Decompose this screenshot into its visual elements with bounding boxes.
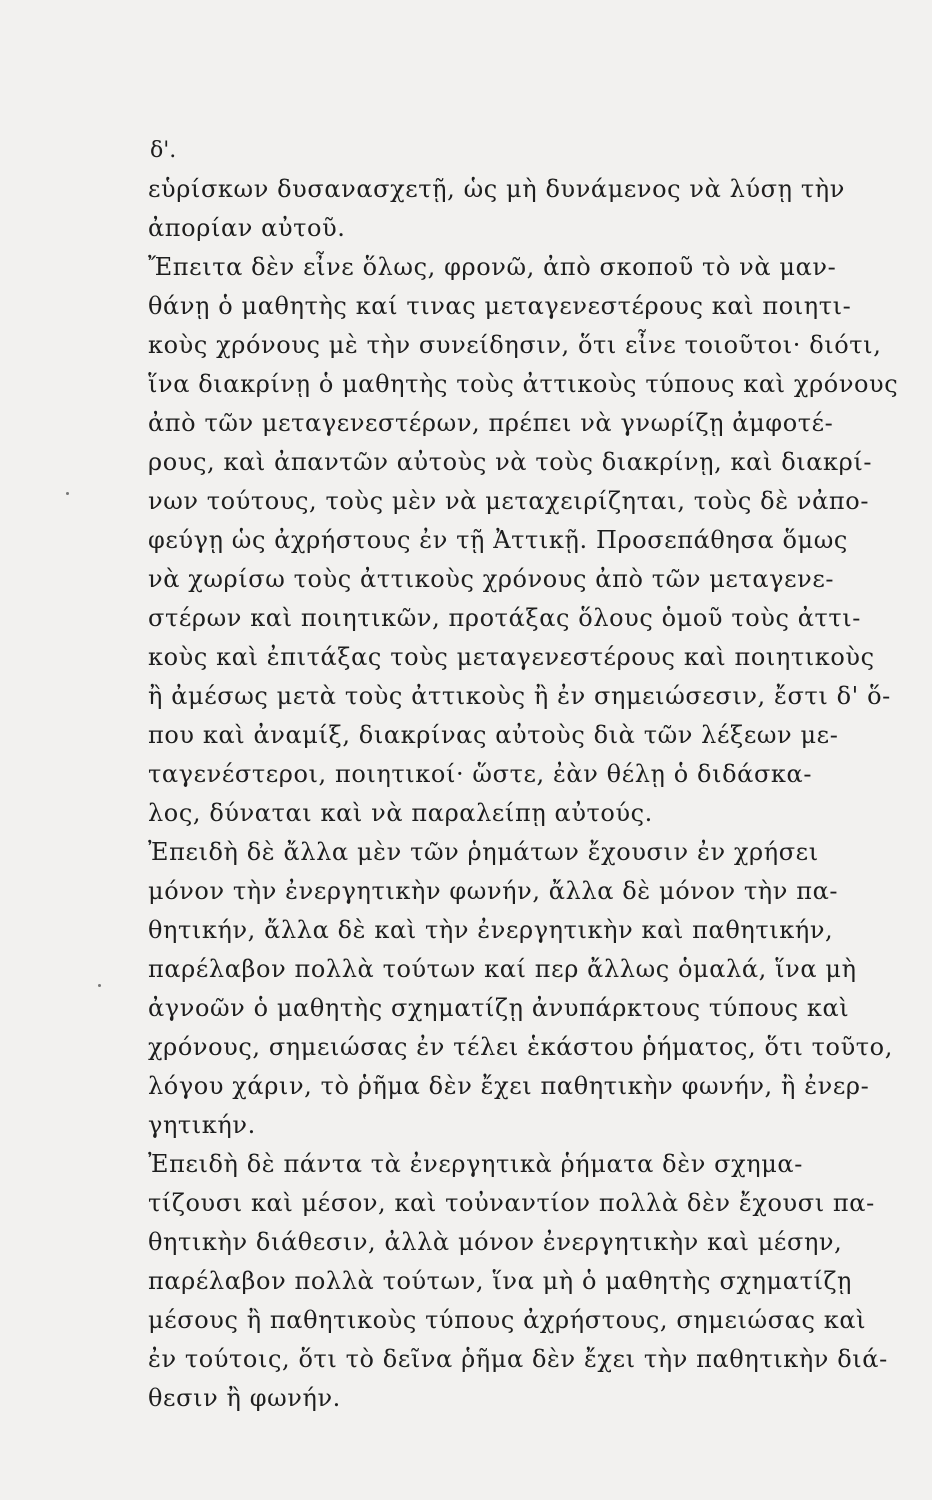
text-line: χρόνους, σημειώσας ἐν τέλει ἑκάστου ῥήματος, ὅτι τοῦτο, <box>148 1033 893 1061</box>
text-line: λος, δύναται καὶ νὰ παραλείπῃ αὐτούς. <box>148 799 653 827</box>
text-line: ἀπὸ τῶν μεταγενεστέρων, πρέπει νὰ γνωρίζῃ ἀμφοτέ- <box>148 409 834 437</box>
ink-speck <box>98 984 101 987</box>
text-line: στέρων καὶ ποιητικῶν, προτάξας ὅλους ὁμοῦ τοὺς ἀττι- <box>148 604 862 632</box>
text-line: μόνον τὴν ἐνεργητικὴν φωνήν, ἄλλα δὲ μόνον τὴν πα- <box>148 877 839 905</box>
text-line: νων τούτους, τοὺς μὲν νὰ μεταχειρίζηται, τοὺς δὲ νἀπο- <box>148 487 870 515</box>
text-line: ρους, καὶ ἀπαντῶν αὐτοὺς νὰ τοὺς διακρίνῃ, καὶ διακρί- <box>148 448 873 476</box>
text-line: παρέλαβον πολλὰ τούτων, ἵνα μὴ ὁ μαθητὴς σχηματίζῃ <box>148 1267 853 1295</box>
text-line: κοὺς καὶ ἐπιτάξας τοὺς μεταγενεστέρους καὶ ποιητικοὺς <box>148 643 875 671</box>
text-line: ἀπορίαν αὐτοῦ. <box>148 214 346 242</box>
text-line: ἵνα διακρίνῃ ὁ μαθητὴς τοὺς ἀττικοὺς τύπους καὶ χρόνους <box>148 370 899 398</box>
text-line: φεύγῃ ὡς ἀχρήστους ἐν τῇ Ἀττικῇ. Προσεπάθησα ὅμως <box>148 526 848 554</box>
text-line: Ἐπειδὴ δὲ πάντα τὰ ἐνεργητικὰ ῥήματα δὲν σχημα- <box>148 1150 803 1178</box>
text-line: θεσιν ἢ φωνήν. <box>148 1384 341 1412</box>
text-line: θητικὴν διάθεσιν, ἀλλὰ μόνον ἐνεργητικὴν καὶ μέσην, <box>148 1228 843 1256</box>
page-number: δ'. <box>150 138 177 163</box>
text-line: τίζουσι καὶ μέσον, καὶ τοὐναντίον πολλὰ δὲν ἔχουσι πα- <box>148 1189 875 1217</box>
ink-speck <box>66 492 69 495</box>
text-line: λόγου χάριν, τὸ ῥῆμα δὲν ἔχει παθητικὴν φωνήν, ἢ ἐνερ- <box>148 1072 870 1100</box>
text-line: νὰ χωρίσω τοὺς ἀττικοὺς χρόνους ἀπὸ τῶν μεταγενε- <box>148 565 835 593</box>
text-line: ἢ ἀμέσως μετὰ τοὺς ἀττικοὺς ἢ ἐν σημειώσεσιν, ἔστι δ' ὅ- <box>148 682 891 710</box>
text-line: παρέλαβον πολλὰ τούτων καί περ ἄλλως ὁμαλά, ἵνα μὴ <box>148 955 857 983</box>
text-line: ταγενέστεροι, ποιητικοί· ὥστε, ἐὰν θέλῃ ὁ διδάσκα- <box>148 760 813 788</box>
text-line: γητικήν. <box>148 1111 256 1139</box>
text-line: Ἐπειδὴ δὲ ἄλλα μὲν τῶν ῥημάτων ἔχουσιν ἐν χρήσει <box>148 838 819 866</box>
text-line: που καὶ ἀναμίξ, διακρίνας αὐτοὺς διὰ τῶν λέξεων με- <box>148 721 839 749</box>
text-line: θητικήν, ἄλλα δὲ καὶ τὴν ἐνεργητικὴν καὶ παθητικήν, <box>148 916 834 944</box>
text-line: κοὺς χρόνους μὲ τὴν συνείδησιν, ὅτι εἶνε τοιοῦτοι· διότι, <box>148 331 882 359</box>
text-line: ἐν τούτοις, ὅτι τὸ δεῖνα ῥῆμα δὲν ἔχει τὴν παθητικὴν διά- <box>148 1345 888 1373</box>
body-text <box>148 170 899 1418</box>
text-line: εὑρίσκων δυσανασχετῇ, ὡς μὴ δυνάμενος νὰ λύσῃ τὴν <box>148 175 845 203</box>
text-line: μέσους ἢ παθητικοὺς τύπους ἀχρήστους, σημειώσας καὶ <box>148 1306 867 1334</box>
text-line: θάνῃ ὁ μαθητὴς καί τινας μεταγενεστέρους καὶ ποιητι- <box>148 292 852 320</box>
text-line: ἀγνοῶν ὁ μαθητὴς σχηματίζῃ ἀνυπάρκτους τύπους καὶ <box>148 994 850 1022</box>
text-line: Ἔπειτα δὲν εἶνε ὅλως, φρονῶ, ἀπὸ σκοποῦ τὸ νὰ μαν- <box>148 253 837 281</box>
